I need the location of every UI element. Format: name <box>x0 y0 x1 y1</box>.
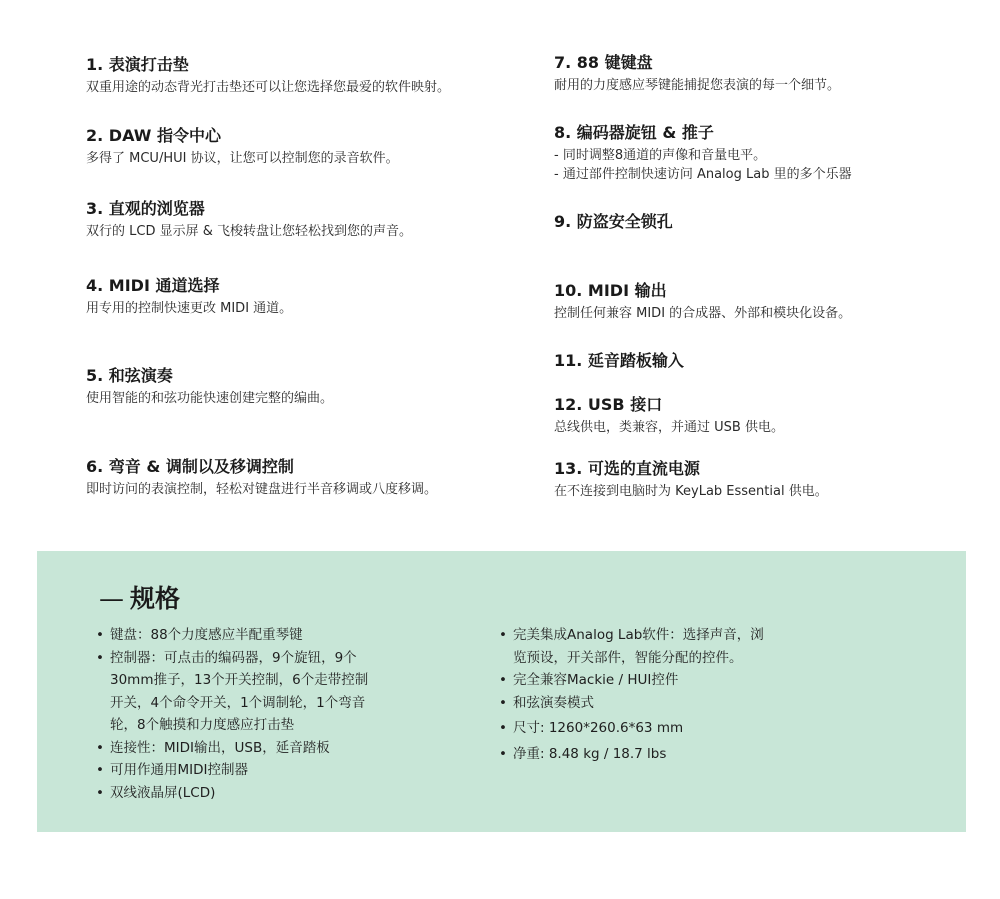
feature-desc <box>86 149 399 168</box>
feature-12 <box>554 395 784 437</box>
feature-title: 13. 可选的直流电源 <box>554 459 700 478</box>
spec-item <box>96 737 368 760</box>
spec-line: • 尺寸: 1260*260.6*63 mm <box>513 720 684 736</box>
spec-item <box>499 692 764 715</box>
spec-line: • 键盘：88个力度感应半配重琴键 <box>110 627 303 643</box>
feature-desc-line: 多得了 MCU/HUI 协议，让您可以控制您的录音软件。 <box>86 151 399 166</box>
feature-title: 1. 表演打击垫 <box>86 55 189 74</box>
feature-7 <box>554 53 840 95</box>
feature-desc <box>554 482 828 501</box>
feature-title: 8. 编码器旋钮 & 推子 <box>554 123 714 142</box>
feature-title: 2. DAW 指令中心 <box>86 126 221 145</box>
feature-10 <box>554 281 851 323</box>
spec-line: 览预设，开关部件，智能分配的控件。 <box>513 649 743 666</box>
feature-title: 11. 延音踏板输入 <box>554 351 684 370</box>
spec-line: • 可用作通用MIDI控制器 <box>110 762 249 778</box>
feature-title: 7. 88 键键盘 <box>554 53 653 72</box>
feature-desc-line: 控制任何兼容 MIDI 的合成器、外部和模块化设备。 <box>554 306 852 321</box>
spec-item <box>96 647 368 737</box>
spec-line: • 和弦演奏模式 <box>513 694 594 711</box>
feature-desc <box>86 222 412 241</box>
spec-item <box>499 743 764 766</box>
feature-desc <box>86 389 333 408</box>
feature-desc-line: 在不连接到电脑时为 KeyLab Essential 供电。 <box>554 484 828 499</box>
feature-desc-line: 即时访问的表演控制，轻松对键盘进行半音移调或八度移调。 <box>86 482 438 497</box>
feature-6 <box>86 457 437 499</box>
feature-title: 10. MIDI 输出 <box>554 281 667 300</box>
spec-item <box>96 624 368 647</box>
feature-desc-line: 总线供电，类兼容，并通过 USB 供电。 <box>554 420 784 435</box>
feature-3 <box>86 199 412 241</box>
feature-desc-line: 双重用途的动态背光打击垫还可以让您选择您最爱的软件映射。 <box>86 80 451 95</box>
feature-desc-line: 双行的 LCD 显示屏 & 飞梭转盘让您轻松找到您的声音。 <box>86 224 412 239</box>
feature-desc-line: - 通过部件控制快速访问 Analog Lab 里的多个乐器 <box>554 167 852 182</box>
feature-desc <box>554 76 840 95</box>
feature-4 <box>86 276 292 318</box>
feature-desc-line: 使用智能的和弦功能快速创建完整的编曲。 <box>86 391 334 406</box>
spec-line: • 连接性：MIDI输出，USB，延音踏板 <box>110 739 330 756</box>
spec-item <box>499 717 764 740</box>
feature-desc <box>86 299 292 318</box>
feature-9 <box>554 212 673 232</box>
spec-line: 开关，4个命令开关，1个调制轮，1个弯音 <box>110 694 366 711</box>
spec-item <box>96 759 368 782</box>
feature-5 <box>86 366 333 408</box>
feature-2 <box>86 126 399 168</box>
feature-title: 12. USB 接口 <box>554 395 663 414</box>
spec-line: • 净重: 8.48 kg / 18.7 lbs <box>513 745 667 762</box>
feature-11 <box>554 351 684 371</box>
spec-line: • 完美集成Analog Lab软件：选择声音，浏 <box>513 627 764 643</box>
specs-panel <box>37 551 966 832</box>
feature-title: 5. 和弦演奏 <box>86 366 173 385</box>
feature-title: 9. 防盗安全锁孔 <box>554 212 673 231</box>
feature-title: 6. 弯音 & 调制以及移调控制 <box>86 457 294 476</box>
feature-8 <box>554 123 852 184</box>
feature-desc <box>86 78 450 97</box>
feature-desc <box>86 480 437 499</box>
feature-title: 3. 直观的浏览器 <box>86 199 205 218</box>
feature-desc-line: - 同时调整8通道的声像和音量电平。 <box>554 148 767 163</box>
specs-heading-text: 规格 <box>130 584 181 613</box>
specs-heading <box>99 584 180 614</box>
feature-desc <box>554 146 852 184</box>
spec-line: • 控制器：可点击的编码器，9个旋钮，9个 <box>110 649 357 666</box>
spec-item <box>96 782 368 805</box>
spec-line: 30mm推子，13个开关控制，6个走带控制 <box>110 672 369 688</box>
feature-1 <box>86 55 450 97</box>
heading-dash: — <box>99 584 124 613</box>
feature-desc <box>554 304 851 323</box>
feature-desc-line: 耐用的力度感应琴键能捕捉您表演的每一个细节。 <box>554 78 841 93</box>
spec-list-left <box>96 624 368 804</box>
feature-title: 4. MIDI 通道选择 <box>86 276 220 295</box>
feature-13 <box>554 459 828 501</box>
spec-item <box>499 624 764 669</box>
feature-desc <box>554 418 784 437</box>
spec-item <box>499 669 764 692</box>
spec-line: • 完全兼容Mackie / HUI控件 <box>513 672 679 688</box>
feature-desc-line: 用专用的控制快速更改 MIDI 通道。 <box>86 301 293 316</box>
spec-line: 轮，8个触摸和力度感应打击垫 <box>110 717 295 733</box>
spec-line: • 双线液晶屏(LCD) <box>110 784 216 801</box>
spec-list-right <box>499 624 764 765</box>
